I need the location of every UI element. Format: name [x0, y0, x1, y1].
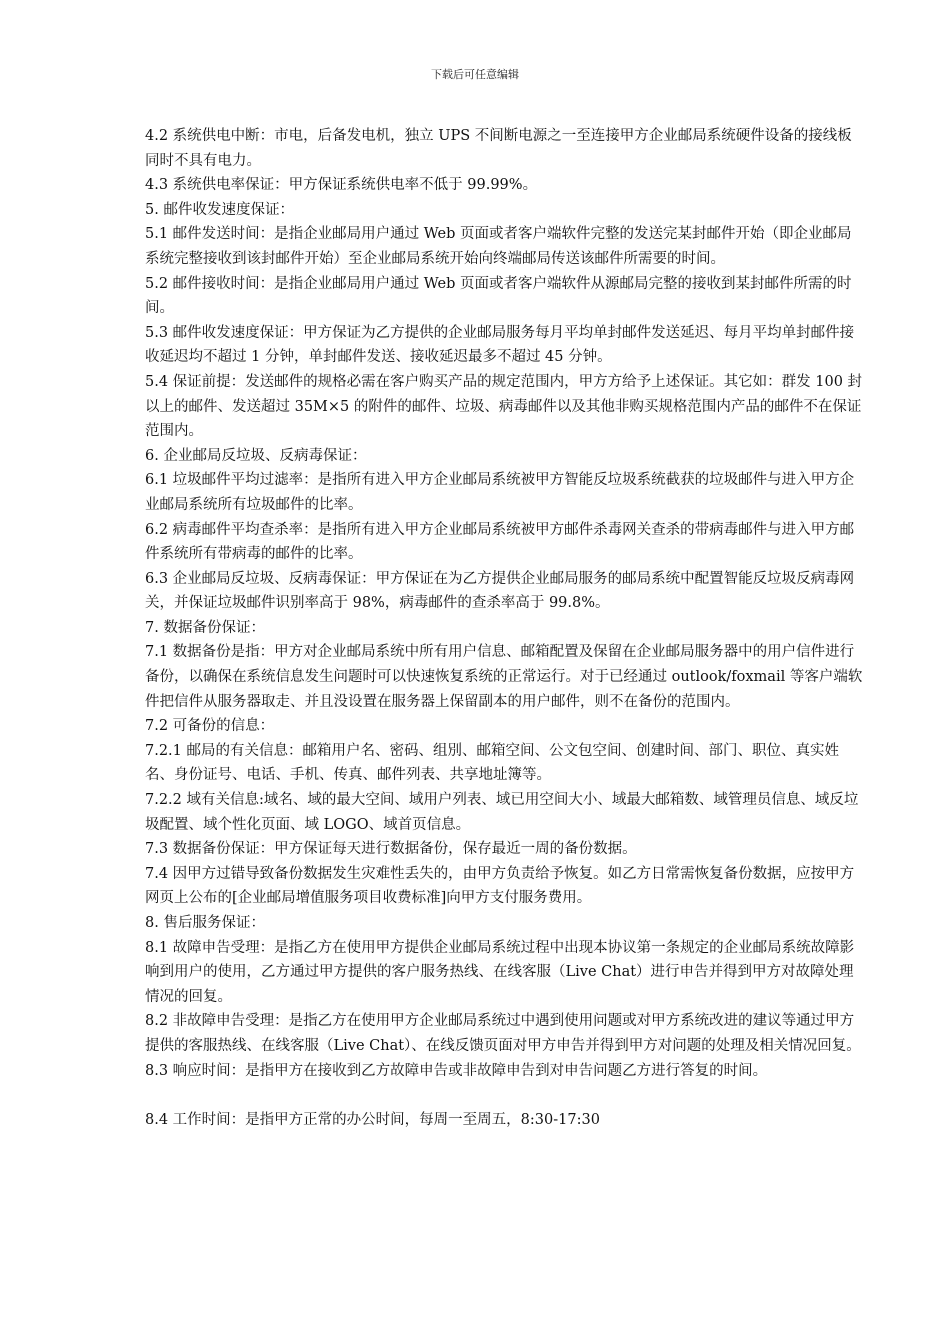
paragraph-8-3: 8.3 响应时间：是指甲方在接收到乙方故障申告或非故障申告到对申告问题乙方进行答复的时间。: [145, 1062, 768, 1079]
paragraph-7-2: 7.2 可备份的信息：: [145, 718, 275, 735]
paragraph-5-3: 5.3 邮件收发速度保证：甲方保证为乙方提供的企业邮局服务每月平均单封邮件发送延迟、每月平均单封邮件接收延迟均不超过 1 分钟，单封邮件发送、接收延迟最多不超过 45 分钟。: [145, 324, 855, 366]
paragraph-4-3: 4.3 系统供电率保证：甲方保证系统供电率不低于 99.99%。: [145, 177, 538, 194]
paragraph-6-1: 6.1 垃圾邮件平均过滤率：是指所有进入甲方企业邮局系统被甲方智能反垃圾系统截获的垃圾邮件与进入甲方企业邮局系统所有垃圾邮件的比率。: [145, 472, 855, 513]
heading-8: 8. 售后服务保证：: [145, 915, 265, 931]
paragraph-6-3: 6.3 企业邮局反垃圾、反病毒保证：甲方保证在为乙方提供企业邮局服务的邮局系统中配置智能反垃圾反病毒网关，并保证垃圾邮件识别率高于 98%，病毒邮件的查杀率高于 99.8%。: [145, 570, 855, 612]
heading-6: 6. 企业邮局反垃圾、反病毒保证：: [145, 447, 367, 464]
paragraph-7-3: 7.3 数据备份保证：甲方保证每天进行数据备份，保存最近一周的备份数据。: [145, 841, 637, 858]
paragraph-7-2-1: 7.2.1 邮局的有关信息：邮箱用户名、密码、组別、邮箱空间、公文包空间、创建时间、部门、职位、真实姓名、身份证号、电话、手机、传真、邮件列表、共享地址簿等。: [145, 742, 839, 784]
page-header: 下载后可任意编辑: [431, 68, 519, 81]
paragraph-8-1: 8.1 故障申告受理：是指乙方在使用甲方提供企业邮局系统过程中出现本协议第一条规定的企业邮局系统故障影响到用户的使用，乙方通过甲方提供的客户服务热线、在线客服（Live Chat）进行申告并得到甲方对故障处理情况的回复。: [145, 939, 855, 1005]
heading-7: 7. 数据备份保证：: [145, 619, 265, 636]
paragraph-5-1: 5.1 邮件发送时间：是指企业邮局用户通过 Web 页面或者客户端软件完整的发送完某封邮件开始（即企业邮局系统完整接收到该封邮件开始）至企业邮局系统开始向终端邮局传送该邮件所需要的时间。: [145, 226, 852, 267]
paragraph-7-2-2: 7.2.2 域有关信息:域名、域的最大空间、域用户列表、域已用空间大小、域最大邮箱数、域管理员信息、域反垃圾配置、域个性化页面、域 LOGO、域首页信息。: [145, 792, 859, 833]
paragraph-8-4: 8.4 工作时间：是指甲方正常的办公时间，每周一至周五，8:30-17:30: [145, 1111, 600, 1128]
paragraph-5-2: 5.2 邮件接收时间：是指企业邮局用户通过 Web 页面或者客户端软件从源邮局完整的接收到某封邮件所需的时间。: [145, 275, 852, 317]
paragraph-5-4: 5.4 保证前提：发送邮件的规格必需在客户购买产品的规定范围内，甲方方给予上述保证。其它如：群发 100 封以上的邮件、发送超过 35M×5 的附件的邮件、垃圾、病毒邮件以及其他非购买规格范围内产品的邮件不在保证范围内。: [145, 373, 863, 440]
paragraph-8-2: 8.2 非故障申告受理：是指乙方在使用甲方企业邮局系统过中遇到使用问题或对甲方系统改进的建议等通过甲方提供的客服热线、在线客服（Live Chat）、在线反馈页面对甲方申告并得到甲方对问题的处理及相关情况回复。: [145, 1013, 861, 1054]
blank-line: [145, 1083, 865, 1108]
paragraph-6-2: 6.2 病毒邮件平均查杀率：是指所有进入甲方企业邮局系统被甲方邮件杀毒网关查杀的带病毒邮件与进入甲方邮件系统所有带病毒的邮件的比率。: [145, 521, 855, 563]
document-body: [145, 124, 865, 1132]
heading-5: 5. 邮件收发速度保证：: [145, 201, 294, 218]
paragraph-7-4: 7.4 因甲方过错导致备份数据发生灾难性丢失的，由甲方负责给予恢复。如乙方日常需恢复备份数据，应按甲方网页上公布的[企业邮局增值服务项目收费标准]向甲方支付服务费用。: [145, 865, 855, 907]
paragraph-4-2: 4.2 系统供电中断：市电，后备发电机，独立 UPS 不间断电源之一至连接甲方企业邮局系统硬件设备的接线板同时不具有电力。: [145, 128, 852, 169]
paragraph-7-1: 7.1 数据备份是指：甲方对企业邮局系统中所有用户信息、邮箱配置及保留在企业邮局服务器中的用户信件进行备份，以确保在系统信息发生问题时可以快速恢复系统的正常运行。对于已经通过 outlook/foxmail 等客户端软件把信件从服务器取走、并且没设置在服务器上保留副本的用户邮件，则不在备份的范围内。: [145, 644, 863, 710]
